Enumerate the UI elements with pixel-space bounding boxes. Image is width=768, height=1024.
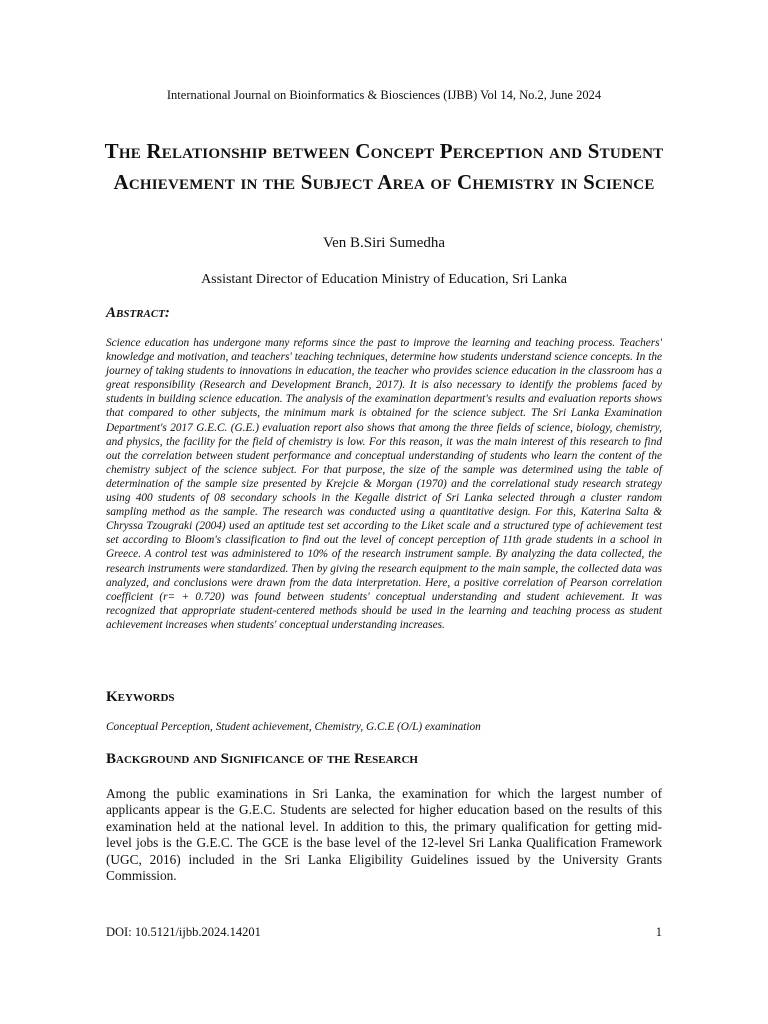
background-text: Among the public examinations in Sri Lanka, the examination for which the largest number of applicants appear is the G.E.C. Students are selected for higher education based on the results of this examination held at the national level. In addition to this, the primary qualification for getting mid- level jobs is the G.E.C. The GCE is the base level of the 12-level Sri Lanka Qualification Framework (UGC, 2016) included in the Sri Lanka Eligibility Guidelines issued by the University Grants Commission. — [106, 786, 662, 884]
keywords-text: Conceptual Perception, Student achievement, Chemistry, G.C.E (O/L) examination — [106, 721, 481, 733]
keywords-heading: Keywords — [106, 689, 175, 705]
author-affiliation: Assistant Director of Education Ministry of Education, Sri Lanka — [201, 272, 567, 287]
abstract-heading: Abstract: — [106, 305, 170, 321]
page-number: 1 — [655, 925, 662, 939]
footer-doi: DOI: 10.5121/ijbb.2024.14201 — [106, 925, 261, 939]
running-header: International Journal on Bioinformatics & Biosciences (IJBB) Vol 14, No.2, June 2024 — [166, 88, 602, 102]
background-heading: Background and Significance of the Research — [106, 751, 418, 767]
paper-title: The Relationship between Concept Perception and Student Achievement in the Subject Area of Chemistry in Science — [104, 139, 664, 194]
author-name: Ven B.Siri Sumedha — [322, 235, 446, 251]
abstract-text: Science education has undergone many reforms since the past to improve the learning and teaching process. Teachers' knowledge and motivation, and teachers' teaching techniques, determine how students understand science concepts. In the journey of taking students to innovations in education, the teacher who provides science education in the classroom has a great responsibility (Research and Development Branch, 2017). It is also necessary to identify the problems faced by students in building science education. The analysis of the examination department's results and evaluation reports shows that compared to other subjects, the minimum mark is obtained for the science subject. The Sri Lanka Examination Department's 2017 G.E.C. (G.E.) evaluation report also shows that among the three fields of science, biology, chemistry, and physics, the facility for the field of chemistry is low. For this reason, it was the main interest of this research to find out the correlation between student performance and conceptual understanding of students who learn the content of the chemistry subject of the science subject. For that purpose, the size of the sample was determined using the table of determination of the sample size presented by Krejcie & Morgan (1970) and the correlational study research strategy using 400 students of 08 secondary schools in the Kegalle district of Sri Lanka selected through a cluster random sampling method as the sample. The research was conducted using a quantitative design. For this, Katerina Salta & Chryssa Tzougraki (2004) used an aptitude test set according to the Liket scale and a structured type of achievement test set according to Bloom's classification to find out the level of concept perception of 11th grade students in a school in Greece. A control test was administered to 10% of the research instrument sample. By analyzing the data collected, the research instruments were standardized. Then by giving the research equipment to the main sample, the collected data was analyzed, and conclusions were drawn from the data interpretation. Here, a positive correlation of Pearson correlation coefficient (r= + 0.720) was found between students' conceptual understanding and student achievement. It was recognized that appropriate student-centered methods should be used in the learning and teaching process as student achievement increases when students' conceptual understanding increases. — [106, 337, 662, 631]
